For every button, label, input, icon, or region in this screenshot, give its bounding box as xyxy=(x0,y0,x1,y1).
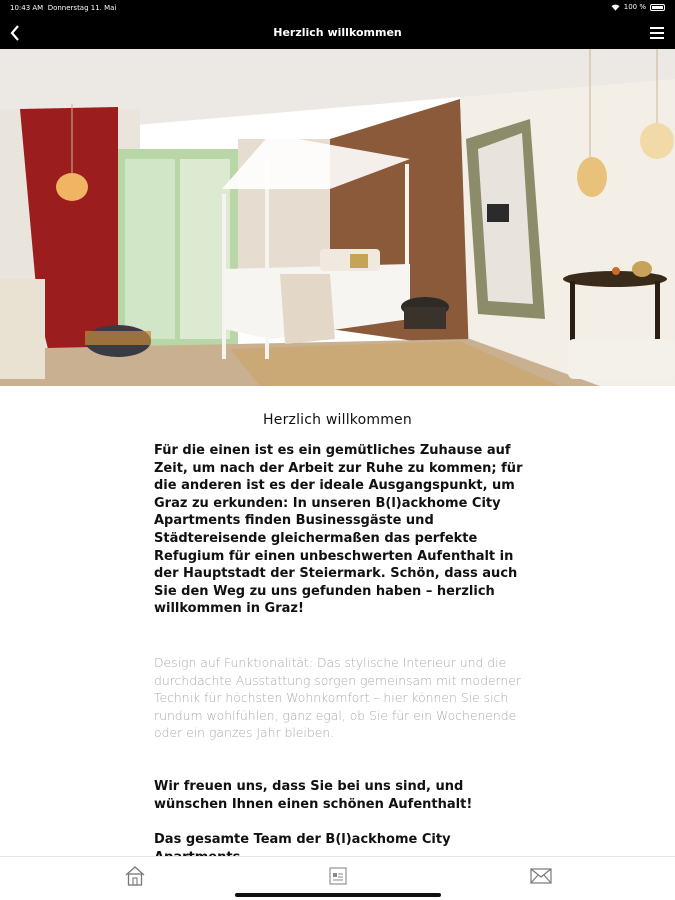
content-heading: Herzlich willkommen xyxy=(263,412,412,428)
content-area[interactable] xyxy=(0,386,675,856)
tab-document[interactable] xyxy=(324,863,352,889)
nav-bar xyxy=(0,17,675,49)
wifi-icon xyxy=(611,4,620,11)
closing-paragraph: Wir freuen uns, dass Sie bei uns sind, und wünschen Ihnen einen schönen Aufenthalt! xyxy=(154,779,473,812)
tab-home[interactable] xyxy=(121,863,149,889)
battery-icon xyxy=(650,4,665,11)
tab-mail[interactable] xyxy=(527,863,555,889)
home-indicator[interactable] xyxy=(235,893,441,897)
room-illustration xyxy=(0,49,675,386)
hero-room-photo xyxy=(0,49,675,386)
status-indicators xyxy=(611,3,665,11)
team-signature: Das gesamte Team der B(l)ackhome City xyxy=(154,832,451,847)
tab-bar xyxy=(0,856,675,900)
status-bar xyxy=(0,0,675,17)
status-time: 10:43 AM xyxy=(10,4,44,12)
status-time-date xyxy=(10,4,116,12)
menu-button[interactable] xyxy=(647,23,667,43)
design-paragraph: Design auf Funktionalität: Das stylische Interieur und die durchdachte Ausstattung sorgen gemeinsam mit moderner Technik für höchsten Wohnkomfort – hier können Sie sich rundum wohlfühlen, ganz egal, ob Sie für ein Wochenende oder ein ganzes Jahr bleiben. xyxy=(154,655,521,741)
battery-percent: 100 % xyxy=(623,3,646,11)
status-date: Donnerstag 11. Mai xyxy=(47,4,117,12)
mail-icon xyxy=(529,866,553,886)
hamburger-menu-icon xyxy=(650,27,664,39)
home-icon xyxy=(124,865,146,887)
nav-title: Herzlich willkommen xyxy=(273,26,402,39)
intro-paragraph: Für die einen ist es ein gemütliches Zuhause auf Zeit, um nach der Arbeit zur Ruhe zu kommen; für die anderen ist es der ideale Ausgangspunkt, um Graz zu erkunden: In unseren B(l)ackhome City Apartments finden Businessgäste und Städtereisende gleichermaßen das perfekte Refugium für einen unbeschwerten Aufenthalt in der Hauptstadt der Steiermark. Schön, dass auch Sie den Weg zu uns gefunden haben – herzlich willkommen in Graz! xyxy=(154,443,523,617)
document-icon xyxy=(327,865,349,887)
